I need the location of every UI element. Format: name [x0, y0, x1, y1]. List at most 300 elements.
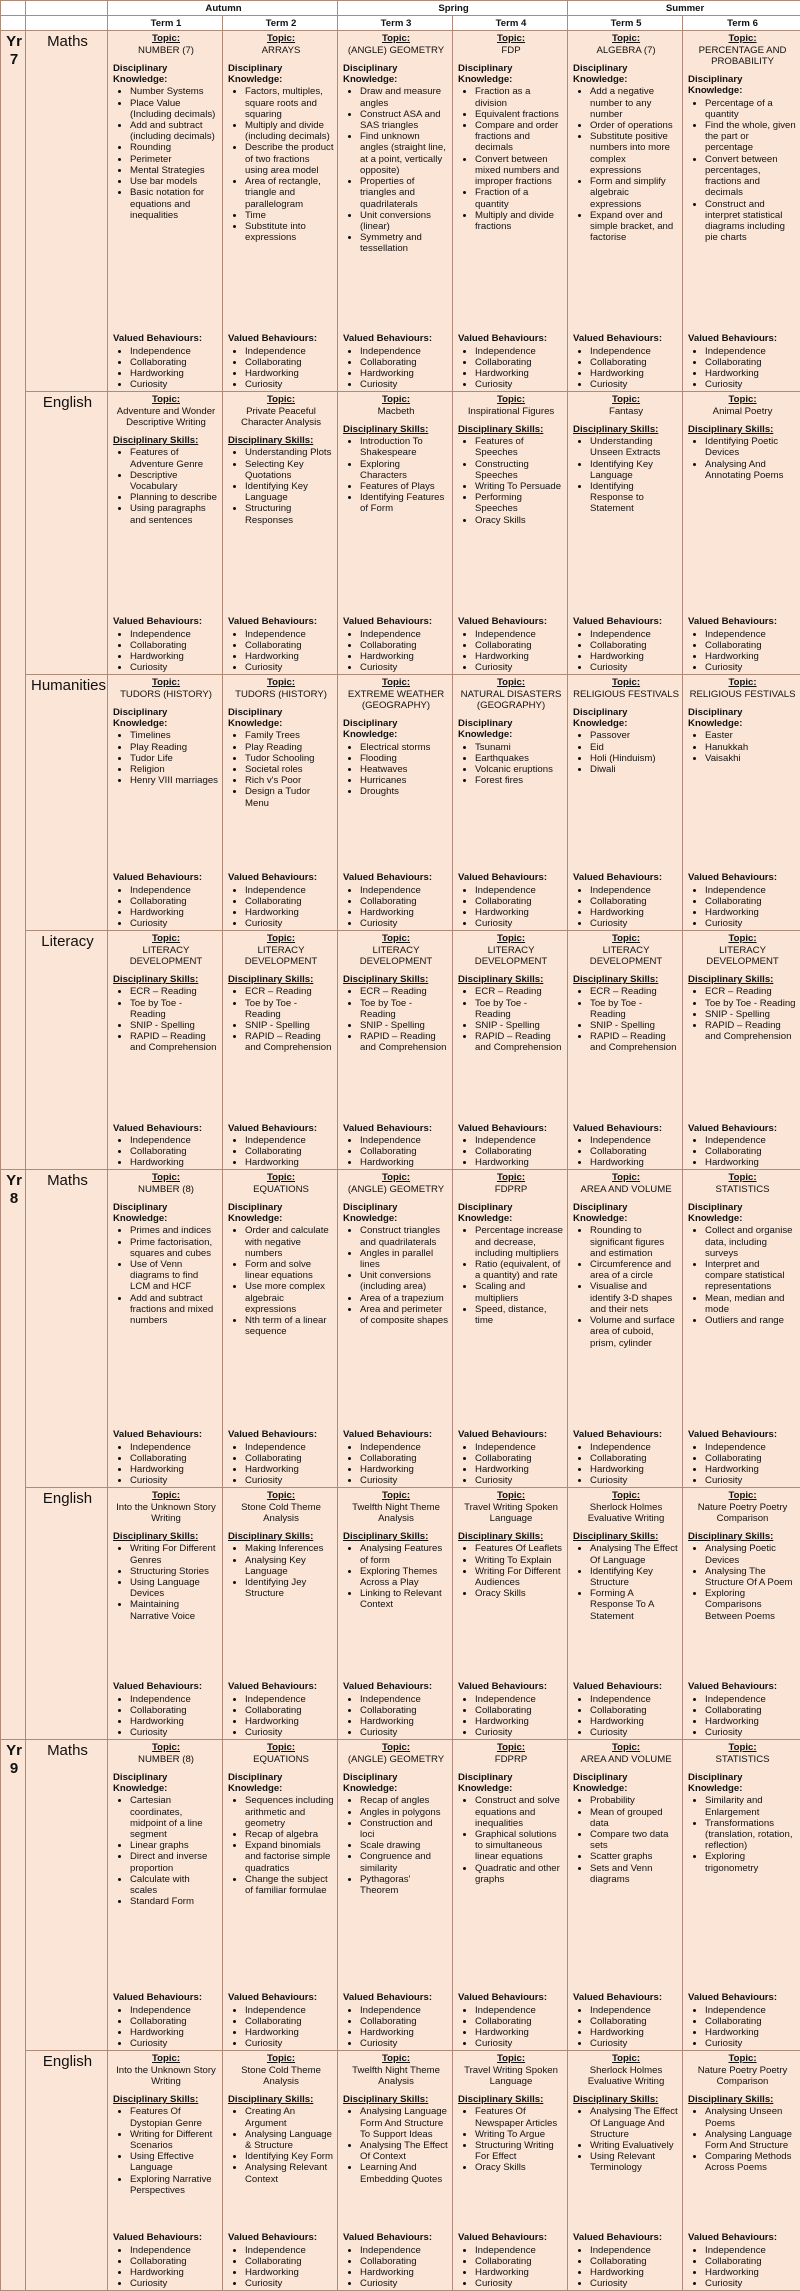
list-item: • Convert between mixed numbers and improper fractions: [475, 154, 564, 188]
topic-title: Travel Writing Spoken Language: [458, 1502, 564, 1524]
cell-bottom: [343, 1116, 449, 1169]
behaviour-item: • Collaborating: [705, 357, 797, 368]
subject-label-maths: Maths: [26, 1740, 108, 2051]
list-item: • Basic notation for equations and inequalities: [130, 187, 219, 221]
term-2-header: Term 2: [223, 16, 338, 31]
behaviours-heading: Valued Behaviours:: [113, 1681, 219, 1692]
behaviour-item: • Collaborating: [130, 1705, 219, 1716]
content-list: [573, 436, 679, 515]
content-list: [343, 436, 449, 515]
behaviour-item: • Hardworking: [475, 651, 564, 662]
subject-row: [1, 675, 800, 931]
behaviour-item: • Hardworking: [590, 1716, 679, 1727]
cell-bottom: [228, 1422, 334, 1486]
behaviour-item: • Collaborating: [590, 1453, 679, 1464]
cell-bottom: [113, 1422, 219, 1486]
cell-content: [228, 1172, 334, 1486]
term-cell: [683, 1170, 800, 1488]
list-item: • Structuring Writing For Effect: [475, 2140, 564, 2162]
term-cell: [453, 1740, 568, 2051]
section-heading: Disciplinary Skills:: [688, 974, 797, 985]
behaviour-item: • Hardworking: [360, 651, 449, 662]
list-item: • Use of Venn diagrams to find LCM and HCF: [130, 1259, 219, 1293]
behaviours-list: [228, 1694, 334, 1739]
cell-top: [573, 933, 679, 1115]
behaviour-item: • Independence: [705, 1694, 797, 1705]
behaviours-heading: Valued Behaviours:: [688, 872, 797, 883]
subject-label-english: English: [26, 1488, 108, 1740]
topic-title: Stone Cold Theme Analysis: [228, 1502, 334, 1524]
cell-content: [113, 1742, 219, 2049]
list-item: • RAPID – Reading and Comprehension: [590, 1031, 679, 1053]
cell-top: [458, 2053, 564, 2225]
list-item: • Construct ASA and SAS triangles: [360, 109, 449, 131]
list-item: • Outliers and range: [705, 1315, 797, 1326]
behaviour-item: • Hardworking: [475, 1716, 564, 1727]
cell-content: [113, 677, 219, 929]
cell-bottom: [113, 1116, 219, 1169]
list-item: • Identifying Key Language: [590, 459, 679, 481]
topic-title: Stone Cold Theme Analysis: [228, 2065, 334, 2087]
topic-title: STATISTICS: [688, 1184, 797, 1195]
topic-label: Topic:: [228, 2053, 334, 2064]
behaviour-item: • Hardworking: [590, 1464, 679, 1475]
cell-bottom: [458, 1674, 564, 1738]
cell-top: [113, 394, 219, 609]
list-item: • Writing for Different Scenarios: [130, 2129, 219, 2151]
topic-title: LITERACY DEVELOPMENT: [458, 945, 564, 967]
section-heading: Disciplinary Skills:: [688, 2094, 797, 2105]
list-item: • RAPID – Reading and Comprehension: [705, 1020, 797, 1042]
list-item: • Hurricanes: [360, 775, 449, 786]
section-heading: Disciplinary Skills:: [573, 424, 679, 435]
behaviours-list: [458, 1442, 564, 1487]
list-item: • Constructing Speeches: [475, 459, 564, 481]
content-list: [688, 1543, 797, 1622]
list-item: • Introduction To Shakespeare: [360, 436, 449, 458]
list-item: • Visualise and identify 3-D shapes and their nets: [590, 1281, 679, 1315]
list-item: • ECR – Reading: [705, 986, 797, 997]
list-item: • Holi (Hinduism): [590, 753, 679, 764]
list-item: • Expand over and simple bracket, and factorise: [590, 210, 679, 244]
behaviour-item: • Curiosity: [245, 2038, 334, 2049]
list-item: • Writing To Persuade: [475, 481, 564, 492]
behaviour-item: • Independence: [245, 346, 334, 357]
list-item: • Cartesian coordinates, midpoint of a line segment: [130, 1795, 219, 1840]
term-cell: [453, 392, 568, 675]
behaviour-item: • Hardworking: [360, 1716, 449, 1727]
behaviours-list: [573, 1442, 679, 1487]
list-item: • Ratio (equivalent, of a quantity) and rate: [475, 1259, 564, 1281]
list-item: • Fraction as a division: [475, 86, 564, 108]
behaviour-item: • Hardworking: [705, 907, 797, 918]
behaviour-item: • Collaborating: [130, 357, 219, 368]
list-item: • Graphical solutions to simultaneous linear equations: [475, 1829, 564, 1863]
behaviours-heading: Valued Behaviours:: [343, 1992, 449, 2003]
list-item: • Toe by Toe - Reading: [360, 998, 449, 1020]
behaviour-item: • Collaborating: [475, 1146, 564, 1157]
behaviour-item: • Independence: [705, 2005, 797, 2016]
cell-bottom: [228, 1985, 334, 2049]
behaviour-item: • Hardworking: [130, 2027, 219, 2038]
content-list: [573, 1543, 679, 1622]
list-item: • Prime factorisation, squares and cubes: [130, 1237, 219, 1259]
behaviour-item: • Independence: [705, 346, 797, 357]
term-cell: [223, 1488, 338, 1740]
list-item: • Features of Speeches: [475, 436, 564, 458]
cell-bottom: [343, 2225, 449, 2289]
cell-content: [573, 1172, 679, 1486]
list-item: • ECR – Reading: [360, 986, 449, 997]
list-item: • Properties of triangles and quadrilaterals: [360, 176, 449, 210]
behaviour-item: • Hardworking: [475, 1157, 564, 1168]
topic-label: Topic:: [113, 1172, 219, 1183]
list-item: • Comparing Methods Across Poems: [705, 2151, 797, 2173]
cell-top: [228, 1172, 334, 1422]
behaviours-list: [343, 2005, 449, 2050]
subject-row: [1, 1170, 800, 1488]
cell-bottom: [573, 1674, 679, 1738]
section-heading: Disciplinary Knowledge:: [228, 707, 334, 729]
section-heading: Disciplinary Knowledge:: [228, 1202, 334, 1224]
list-item: • Form and simplify algebraic expressions: [590, 176, 679, 210]
topic-title: Macbeth: [343, 406, 449, 417]
behaviours-heading: Valued Behaviours:: [343, 1429, 449, 1440]
list-item: • Electrical storms: [360, 742, 449, 753]
topic-label: Topic:: [343, 1172, 449, 1183]
content-list: [573, 86, 679, 243]
list-item: • Understanding Unseen Extracts: [590, 436, 679, 458]
section-heading: Disciplinary Knowledge:: [343, 718, 449, 740]
list-item: • Draw and measure angles: [360, 86, 449, 108]
subject-row: [1, 2051, 800, 2291]
content-list: [458, 436, 564, 526]
cell-bottom: [343, 865, 449, 929]
cell-content: [458, 1742, 564, 2049]
cell-bottom: [573, 2225, 679, 2289]
list-item: • Identifying Features of Form: [360, 492, 449, 514]
term-cell: [108, 392, 223, 675]
content-list: [113, 986, 219, 1053]
term-5-header: Term 5: [568, 16, 683, 31]
list-item: • Features Of Newspaper Articles: [475, 2106, 564, 2128]
list-item: • Direct and inverse proportion: [130, 1851, 219, 1873]
list-item: • Easter: [705, 730, 797, 741]
list-item: • Family Trees: [245, 730, 334, 741]
behaviours-heading: Valued Behaviours:: [228, 1123, 334, 1134]
behaviours-heading: Valued Behaviours:: [113, 616, 219, 627]
behaviour-item: • Curiosity: [590, 2038, 679, 2049]
cell-top: [343, 933, 449, 1115]
behaviour-item: • Curiosity: [590, 662, 679, 673]
section-heading: Disciplinary Knowledge:: [573, 1772, 679, 1794]
subject-label-maths: Maths: [26, 31, 108, 392]
cell-bottom: [688, 609, 797, 673]
cell-content: [343, 394, 449, 673]
behaviour-item: • Collaborating: [590, 357, 679, 368]
behaviours-heading: Valued Behaviours:: [228, 872, 334, 883]
topic-label: Topic:: [458, 1172, 564, 1183]
cell-bottom: [573, 1422, 679, 1486]
list-item: • Features Of Leaflets: [475, 1543, 564, 1554]
cell-top: [458, 1172, 564, 1422]
list-item: • Identifying Jey Structure: [245, 1577, 334, 1599]
section-heading: Disciplinary Knowledge:: [688, 707, 797, 729]
behaviour-item: • Collaborating: [130, 896, 219, 907]
cell-top: [458, 677, 564, 865]
content-list: [228, 1543, 334, 1599]
behaviour-item: • Curiosity: [475, 2038, 564, 2049]
list-item: • ECR – Reading: [590, 986, 679, 997]
cell-content: [573, 1490, 679, 1738]
behaviours-heading: Valued Behaviours:: [343, 333, 449, 344]
behaviour-item: • Hardworking: [705, 2027, 797, 2038]
behaviour-item: • Collaborating: [475, 2016, 564, 2027]
behaviour-item: • Collaborating: [130, 2016, 219, 2027]
behaviours-list: [113, 2245, 219, 2290]
cell-top: [458, 1490, 564, 1674]
list-item: • Using paragraphs and sentences: [130, 503, 219, 525]
cell-bottom: [458, 326, 564, 390]
content-list: [113, 730, 219, 786]
list-item: • Sequences including arithmetic and geometry: [245, 1795, 334, 1829]
behaviours-list: [113, 885, 219, 930]
cell-top: [688, 1742, 797, 1985]
cell-top: [688, 1172, 797, 1422]
behaviour-item: • Collaborating: [590, 1705, 679, 1716]
behaviour-item: • Collaborating: [245, 1705, 334, 1716]
behaviours-list: [228, 885, 334, 930]
term-6-header: Term 6: [683, 16, 800, 31]
behaviours-list: [573, 1135, 679, 1169]
behaviour-item: • Independence: [360, 1442, 449, 1453]
cell-bottom: [228, 1116, 334, 1169]
topic-title: NATURAL DISASTERS (GEOGRAPHY): [458, 689, 564, 711]
behaviour-item: • Collaborating: [590, 640, 679, 651]
cell-bottom: [688, 1985, 797, 2049]
behaviour-item: • Curiosity: [130, 2038, 219, 2049]
list-item: • Multiply and divide (including decimals): [245, 120, 334, 142]
behaviours-list: [113, 1442, 219, 1487]
topic-title: Nature Poetry Poetry Comparison: [688, 1502, 797, 1524]
behaviour-item: • Independence: [590, 1135, 679, 1146]
cell-top: [573, 2053, 679, 2225]
behaviour-item: • Independence: [475, 1135, 564, 1146]
behaviours-list: [458, 2245, 564, 2290]
term-cell: [223, 931, 338, 1170]
behaviours-heading: Valued Behaviours:: [458, 872, 564, 883]
section-heading: Disciplinary Knowledge:: [343, 63, 449, 85]
list-item: • Construct triangles and quadrilaterals: [360, 1225, 449, 1247]
cell-top: [688, 1490, 797, 1674]
topic-label: Topic:: [113, 2053, 219, 2064]
behaviours-list: [688, 1442, 797, 1487]
behaviour-item: • Hardworking: [245, 2267, 334, 2278]
cell-top: [573, 1490, 679, 1674]
behaviour-item: • Collaborating: [475, 896, 564, 907]
behaviour-item: • Independence: [590, 1694, 679, 1705]
cell-bottom: [573, 1116, 679, 1169]
topic-title: LITERACY DEVELOPMENT: [688, 945, 797, 967]
list-item: • Rounding to significant figures and estimation: [590, 1225, 679, 1259]
cell-content: [458, 1172, 564, 1486]
behaviours-list: [228, 1135, 334, 1169]
cell-content: [573, 677, 679, 929]
behaviour-item: • Collaborating: [475, 2256, 564, 2267]
behaviour-item: • Curiosity: [705, 2038, 797, 2049]
behaviours-list: [113, 1694, 219, 1739]
cell-top: [113, 1172, 219, 1422]
cell-bottom: [343, 1985, 449, 2049]
behaviour-item: • Independence: [130, 629, 219, 640]
behaviours-list: [458, 1135, 564, 1169]
term-cell: [568, 392, 683, 675]
list-item: • Similarity and Enlargement: [705, 1795, 797, 1817]
behaviour-item: • Curiosity: [705, 918, 797, 929]
behaviour-item: • Independence: [705, 885, 797, 896]
content-list: [458, 2106, 564, 2173]
content-list: [343, 1795, 449, 1896]
behaviour-item: • Independence: [590, 1442, 679, 1453]
content-list: [458, 986, 564, 1053]
term-cell: [338, 1488, 453, 1740]
year-label: Yr 8: [1, 1170, 26, 1740]
topic-title: (ANGLE) GEOMETRY: [343, 1184, 449, 1195]
cell-bottom: [343, 609, 449, 673]
behaviours-heading: Valued Behaviours:: [343, 2232, 449, 2243]
behaviour-item: • Curiosity: [245, 2278, 334, 2289]
topic-label: Topic:: [573, 677, 679, 688]
behaviours-heading: Valued Behaviours:: [573, 1123, 679, 1134]
term-cell: [453, 31, 568, 392]
behaviours-list: [688, 2005, 797, 2050]
topic-title: AREA AND VOLUME: [573, 1184, 679, 1195]
topic-title: FDPRP: [458, 1754, 564, 1765]
behaviour-item: • Hardworking: [130, 1464, 219, 1475]
topic-title: EQUATIONS: [228, 1184, 334, 1195]
cell-top: [113, 933, 219, 1115]
cell-top: [573, 677, 679, 865]
term-cell: [683, 2051, 800, 2291]
cell-content: [573, 1742, 679, 2049]
list-item: • Scatter graphs: [590, 1851, 679, 1862]
list-item: • Linear graphs: [130, 1840, 219, 1851]
term-cell: [453, 2051, 568, 2291]
list-item: • RAPID – Reading and Comprehension: [475, 1031, 564, 1053]
cell-bottom: [573, 326, 679, 390]
cell-top: [228, 677, 334, 865]
list-item: • Area of rectangle, triangle and parallelogram: [245, 176, 334, 210]
behaviour-item: • Collaborating: [245, 1453, 334, 1464]
section-heading: Disciplinary Skills:: [458, 2094, 564, 2105]
behaviour-item: • Collaborating: [590, 1146, 679, 1157]
behaviour-item: • Curiosity: [245, 379, 334, 390]
behaviour-item: • Independence: [245, 1694, 334, 1705]
topic-title: LITERACY DEVELOPMENT: [228, 945, 334, 967]
cell-content: [458, 933, 564, 1168]
list-item: • Identifying Key Language: [245, 481, 334, 503]
behaviours-list: [228, 2005, 334, 2050]
behaviour-item: • Curiosity: [705, 1475, 797, 1486]
list-item: • Mean, median and mode: [705, 1293, 797, 1315]
term-cell: [223, 31, 338, 392]
topic-title: NUMBER (8): [113, 1754, 219, 1765]
behaviour-item: • Collaborating: [705, 896, 797, 907]
list-item: • Making Inferences: [245, 1543, 334, 1554]
behaviour-item: • Hardworking: [360, 2027, 449, 2038]
behaviours-heading: Valued Behaviours:: [573, 333, 679, 344]
behaviours-heading: Valued Behaviours:: [458, 2232, 564, 2243]
behaviour-item: • Independence: [475, 629, 564, 640]
behaviours-list: [228, 2245, 334, 2290]
cell-bottom: [573, 865, 679, 929]
behaviour-item: • Hardworking: [590, 1157, 679, 1168]
behaviour-item: • Independence: [245, 885, 334, 896]
list-item: • Toe by Toe - Reading: [245, 998, 334, 1020]
cell-top: [343, 1172, 449, 1422]
behaviour-item: • Independence: [705, 2245, 797, 2256]
topic-label: Topic:: [458, 2053, 564, 2064]
section-heading: Disciplinary Skills:: [228, 2094, 334, 2105]
subject-label-humanities: Humanities: [26, 675, 108, 931]
list-item: • Unit conversions (linear): [360, 210, 449, 232]
term-cell: [453, 675, 568, 931]
cell-content: [228, 933, 334, 1168]
season-autumn: Autumn: [108, 1, 338, 16]
behaviours-list: [343, 1694, 449, 1739]
list-item: • Planning to describe: [130, 492, 219, 503]
cell-top: [688, 33, 797, 326]
behaviour-item: • Independence: [705, 1442, 797, 1453]
behaviour-item: • Curiosity: [130, 379, 219, 390]
behaviour-item: • Curiosity: [590, 1727, 679, 1738]
list-item: • Selecting Key Quotations: [245, 459, 334, 481]
list-item: • Analysing Language Form And Structure To Support Ideas: [360, 2106, 449, 2140]
list-item: • Analysing Unseen Poems: [705, 2106, 797, 2128]
content-list: [113, 86, 219, 221]
behaviour-item: • Hardworking: [705, 1157, 797, 1168]
list-item: • Congruence and similarity: [360, 1851, 449, 1873]
section-heading: Disciplinary Knowledge:: [458, 1202, 564, 1224]
list-item: • Play Reading: [130, 742, 219, 753]
topic-title: Sherlock Holmes Evaluative Writing: [573, 1502, 679, 1524]
behaviour-item: • Independence: [130, 1135, 219, 1146]
topic-title: Private Peaceful Character Analysis: [228, 406, 334, 428]
list-item: • Mean of grouped data: [590, 1807, 679, 1829]
list-item: • Analysing Key Language: [245, 1555, 334, 1577]
content-list: [113, 2106, 219, 2196]
list-item: • Identifying Key Form: [245, 2151, 334, 2162]
behaviours-list: [688, 346, 797, 391]
cell-content: [228, 33, 334, 390]
behaviour-item: • Collaborating: [590, 2256, 679, 2267]
behaviours-heading: Valued Behaviours:: [113, 2232, 219, 2243]
term-1-header: Term 1: [108, 16, 223, 31]
term-cell: [683, 931, 800, 1170]
section-heading: Disciplinary Skills:: [113, 435, 219, 446]
cell-content: [688, 1490, 797, 1738]
behaviours-heading: Valued Behaviours:: [573, 1992, 679, 2003]
list-item: • Pythagoras' Theorem: [360, 1874, 449, 1896]
behaviour-item: • Curiosity: [130, 1475, 219, 1486]
cell-content: [113, 933, 219, 1168]
topic-label: Topic:: [688, 33, 797, 44]
list-item: • Structuring Responses: [245, 503, 334, 525]
content-list: [688, 1225, 797, 1326]
behaviours-list: [113, 346, 219, 391]
behaviours-heading: Valued Behaviours:: [113, 872, 219, 883]
behaviour-item: • Collaborating: [475, 640, 564, 651]
